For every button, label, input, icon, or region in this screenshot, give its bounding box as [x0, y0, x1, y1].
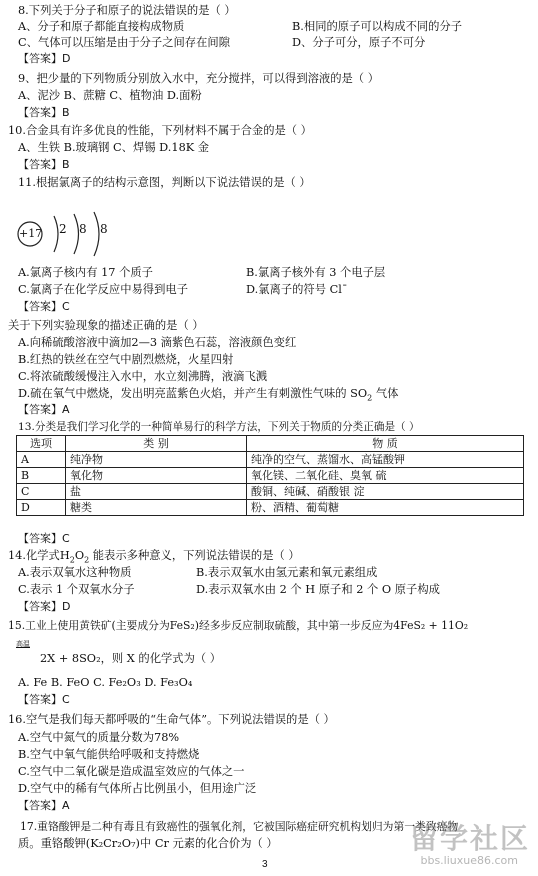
q15-stem: 15.工业上使用黄铁矿(主要成分为FeS₂)经多步反应制取硫酸，其中第一步反应为4FeS₂ + 11O₂ [8, 619, 469, 632]
shell-3-count: 8 [100, 222, 108, 236]
row-b-option: B [17, 468, 66, 484]
header-category: 类 别 [66, 436, 247, 452]
q11-option-d: D.氯离子的符号 Cl¯ [246, 283, 348, 296]
q16-answer: 【答案】A [18, 799, 70, 812]
watermark-url: bbs.liuxue86.com [420, 854, 518, 867]
q12-option-d-subscript: 2 [367, 393, 373, 403]
q14-option-d: D.表示双氧水由 2 个 H 原子和 2 个 O 原子构成 [196, 583, 440, 596]
q14-stem-text: 14.化学式H [8, 549, 70, 562]
row-a-substances: 纯净的空气、蒸馏水、高锰酸钾 [247, 452, 524, 468]
q14-option-c: C.表示 1 个双氧水分子 [18, 583, 135, 596]
chloride-ion-structure-diagram [14, 208, 124, 258]
q14-stem-o: O [74, 549, 85, 562]
q8-answer: 【答案】D [18, 52, 71, 65]
q17-line-1: 17.重铬酸钾是二种有毒且有致癌性的强氧化剂，它被国际癌症研究机构划归为第一类致癌物 [20, 820, 459, 833]
q17-line-2: 质。重铬酸钾(K₂Cr₂O₇)中 Cr 元素的化合价为（ ） [18, 837, 278, 850]
q9-answer: 【答案】B [18, 106, 70, 119]
q15-condition: 高温 [16, 640, 30, 648]
q14-answer: 【答案】D [18, 600, 71, 613]
page-number: 3 [262, 859, 268, 870]
q14-option-a: A.表示双氧水这种物质 [18, 566, 132, 579]
q14-stem-tail: 能表示多种意义，下列说法错误的是（ ） [89, 549, 300, 562]
q14-stem [8, 549, 300, 563]
q12-option-a: A.向稀硫酸溶液中滴加2—3 滴紫色石蕊，溶液颜色变红 [18, 336, 297, 349]
q9-stem: 9、把少量的下列物质分别放入水中，充分搅拌，可以得到溶液的是（ ） [18, 72, 379, 85]
table-row [17, 468, 524, 484]
q14-option-b: B.表示双氧水由氢元素和氧元素组成 [196, 566, 378, 579]
q12-answer: 【答案】A [18, 403, 70, 416]
q12-option-d-tail: 气体 [372, 387, 399, 400]
row-d-category: 糖类 [66, 500, 247, 516]
q13-stem: 13.分类是我们学习化学的一种简单易行的科学方法，下列关于物质的分类正确是（ ） [18, 421, 420, 433]
shell-2-count: 8 [79, 222, 87, 236]
q10-stem: 10.合金具有许多优良的性能，下列材料不属于合金的是（ ） [8, 124, 312, 137]
watermark-logo: 留学社区 [409, 822, 530, 855]
row-d-substances: 粉、酒精、葡萄糖 [247, 500, 524, 516]
q12-option-d [18, 387, 398, 401]
row-d-option: D [17, 500, 66, 516]
q12-stem: 关于下列实验现象的描述正确的是（ ） [8, 319, 204, 332]
q16-stem: 16.空气是我们每天都呼吸的“生命气体”。下列说法错误的是（ ） [8, 713, 335, 726]
row-b-substances: 氧化镁、二氧化硅、臭氧 硫 [247, 468, 524, 484]
q15-answer: 【答案】C [18, 693, 70, 706]
nucleus-charge: +17 [19, 227, 43, 240]
table-header-row [17, 436, 524, 452]
q10-options: A、生铁 B.玻璃钢 C、焊锡 D.18K 金 [18, 141, 210, 154]
q11-answer: 【答案】C [18, 300, 70, 313]
q15-options: A. Fe B. FeO C. Fe₂O₃ D. Fe₃O₄ [18, 676, 193, 689]
table-row [17, 484, 524, 500]
classification-table [16, 435, 524, 516]
row-a-option: A [17, 452, 66, 468]
row-c-substances: 酸铜、纯碱、硝酸银 淀 [247, 484, 524, 500]
q11-stem: 11.根据氯离子的结构示意图，判断以下说法错误的是（ ） [18, 176, 311, 189]
q12-option-d-text: D.硫在氧气中燃烧，发出明亮蓝紫色火焰，并产生有刺激性气味的 SO [18, 387, 368, 400]
q16-option-c: C.空气中二氧化碳是造成温室效应的气体之一 [18, 765, 245, 778]
header-option: 选项 [17, 436, 66, 452]
q16-option-d: D.空气中的稀有气体所占比例虽小，但用途广泛 [18, 782, 257, 795]
q13-answer: 【答案】C [18, 532, 70, 545]
q14-stem-sub2: 2 [84, 555, 90, 565]
table-row [17, 452, 524, 468]
q11-option-a: A.氯离子核内有 17 个质子 [18, 266, 153, 279]
q11-option-c: C.氯离子在化学反应中易得到电子 [18, 283, 188, 296]
q8-option-b: B.相同的原子可以构成不同的分子 [292, 20, 463, 33]
q9-options: A、泥沙 B、蔗糖 C、植物油 D.面粉 [18, 89, 202, 102]
q12-option-b: B.红热的铁丝在空气中剧烈燃烧，火星四射 [18, 353, 234, 366]
q11-option-b: B.氯离子核外有 3 个电子层 [246, 266, 386, 279]
row-a-category: 纯净物 [66, 452, 247, 468]
q12-option-c: C.将浓硫酸缓慢注入水中，水立刻沸腾，液滴飞溅 [18, 370, 268, 383]
q10-answer: 【答案】B [18, 158, 70, 171]
q8-option-a: A、分子和原子都能直接构成物质 [18, 20, 185, 33]
q16-option-b: B.空气中氧气能供给呼吸和支持燃烧 [18, 748, 200, 761]
row-b-category: 氧化物 [66, 468, 247, 484]
q8-option-d: D、分子可分，原子不可分 [292, 36, 426, 49]
q8-stem: 8.下列关于分子和原子的说法错误的是（ ） [18, 4, 236, 17]
q15-equation-tail: 2X + 8SO₂，则 X 的化学式为（ ） [40, 652, 222, 665]
row-c-option: C [17, 484, 66, 500]
shell-1-count: 2 [59, 222, 67, 236]
table-row [17, 500, 524, 516]
q14-stem-sub1: 2 [69, 555, 75, 565]
header-substance: 物 质 [247, 436, 524, 452]
row-c-category: 盐 [66, 484, 247, 500]
q8-option-c: C、气体可以压缩是由于分子之间存在间隙 [18, 36, 230, 49]
q16-option-a: A.空气中氮气的质量分数为78% [18, 731, 180, 744]
